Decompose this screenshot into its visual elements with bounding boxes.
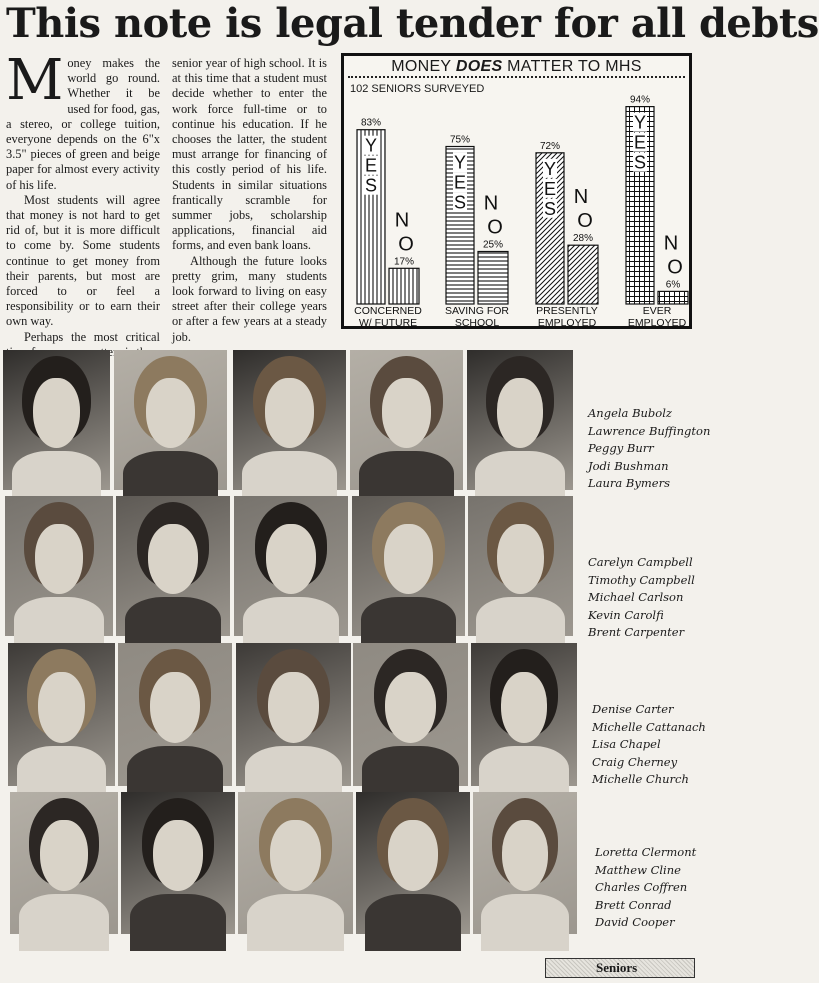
bar-value-label: 17%: [393, 256, 415, 268]
student-name: David Cooper: [595, 915, 675, 929]
portrait-face: [497, 524, 543, 594]
series-letter-no: N: [663, 232, 679, 255]
portrait-face: [497, 378, 544, 448]
bar-value-label: 28%: [572, 233, 594, 245]
series-letter-no: O: [577, 210, 593, 233]
student-name: Michelle Cattanach: [592, 719, 706, 734]
series-letter-yes: S: [364, 175, 378, 196]
article-paragraph: Perhaps the most critical: [24, 329, 160, 344]
bar-no: [478, 252, 508, 305]
series-letter-yes: Y: [633, 112, 647, 133]
category-label: W/ FUTURE: [358, 317, 418, 329]
bar-value-label: 83%: [360, 117, 382, 129]
portrait-face: [150, 672, 200, 744]
series-letter-no: O: [487, 216, 503, 239]
portrait-face: [153, 820, 203, 891]
portrait-face: [148, 524, 198, 594]
student-name: Peggy Burr: [588, 441, 654, 455]
student-portrait: [350, 350, 463, 490]
name-list-row-2: [588, 554, 695, 642]
series-letter-no: O: [667, 256, 683, 279]
student-portrait: [236, 643, 351, 786]
bar-no: [389, 268, 419, 304]
series-letter-yes: S: [633, 152, 647, 173]
series-letter-yes: Y: [364, 135, 378, 156]
series-letter-no: N: [394, 209, 410, 232]
student-name: Loretta Clermont: [595, 845, 697, 859]
series-letter-yes: Y: [453, 152, 467, 173]
student-name: Michael Carlson: [588, 590, 684, 604]
category-label: PRESENTLY: [536, 305, 598, 317]
student-name: Carelyn Campbell: [588, 555, 693, 569]
bar-value-label: 6%: [665, 279, 681, 291]
series-letter-yes: E: [453, 172, 467, 193]
portrait-face: [384, 524, 434, 594]
student-name: Angela Bubolz: [588, 406, 672, 420]
student-portrait: [467, 350, 573, 490]
student-portrait: [5, 496, 113, 636]
series-letter-yes: Y: [543, 158, 557, 179]
bar-value-label: 75%: [449, 134, 471, 146]
student-name: Brent Carpenter: [588, 625, 685, 639]
category-label: CONCERNED: [354, 305, 422, 317]
student-name: Jodi Bushman: [588, 458, 669, 473]
portrait-face: [33, 378, 80, 448]
series-letter-yes: E: [543, 178, 557, 199]
student-portrait: [356, 792, 470, 934]
student-portrait: [3, 350, 110, 490]
student-portrait: [238, 792, 353, 934]
headline: This note is legal tender for all debts: [6, 0, 819, 47]
article-paragraph: Although the future looks pretty grim, many students look forward to living on easy street after their college years or after a few years at a steady job.: [172, 253, 327, 344]
student-portrait: [353, 643, 468, 786]
article-column-1: [6, 48, 160, 360]
student-name: Charles Coffren: [595, 880, 688, 894]
series-letter-no: O: [398, 233, 414, 256]
student-name: Michelle Church: [592, 772, 689, 786]
category-label: EMPLOYED: [537, 317, 597, 329]
series-letter-no: N: [483, 192, 499, 215]
student-name: Lawrence Buffington: [588, 423, 711, 438]
category-label: SAVING FOR: [445, 305, 509, 317]
portrait-shoulders: [130, 894, 226, 951]
portrait-shoulders: [19, 894, 110, 951]
section-footer-tab: [545, 958, 695, 978]
portrait-face: [35, 524, 83, 594]
portrait-face: [502, 820, 548, 891]
portrait-face: [268, 672, 319, 744]
student-name: Laura Bymers: [588, 476, 670, 490]
category-label: EMPLOYED: [627, 317, 687, 329]
portrait-shoulders: [247, 894, 344, 951]
article-paragraph: oney makes the world go round. Whether it be used for food, gas, a stereo, or college tuition, everyone depends on the 6"x 3.5" pieces of green and beige paper for almost every activity of his life.: [6, 56, 160, 192]
portrait-face: [146, 378, 196, 448]
student-portrait: [114, 350, 227, 490]
name-list-row-3: [592, 701, 706, 789]
bar-no: [568, 245, 598, 304]
article-paragraph: senior year of high school. It is at this time that a student must decide whether to enter the work force full-time or to continue his education. If he chooses the latter, the student must arrange for financing of this costly period of his life. Students in similar situations frantically scramble for summer jobs, scholarship applications, financial aid forms, and even bank loans.: [172, 56, 327, 253]
student-name: Matthew Cline: [595, 862, 681, 877]
name-list-row-4: [595, 844, 696, 932]
student-portrait: [116, 496, 230, 636]
series-letter-yes: S: [453, 192, 467, 213]
portrait-face: [40, 820, 88, 891]
survey-chart: [341, 53, 692, 329]
student-portrait: [234, 496, 348, 636]
chart-subtitle: 102 SENIORS SURVEYED: [350, 83, 485, 95]
chart-plot: [344, 56, 689, 329]
portrait-face: [270, 820, 321, 891]
article-paragraph: Most students will agree that money is not hard to get rid of, but it is more difficult to come by. Some students continue to get money from their parents, but most are forced to or feel a responsibility or to earn their own way.: [6, 192, 160, 329]
student-portrait: [473, 792, 577, 934]
student-portrait: [468, 496, 573, 636]
drop-cap: M: [6, 48, 64, 113]
portrait-face: [501, 672, 548, 744]
student-portrait: [471, 643, 577, 786]
portrait-face: [388, 820, 438, 891]
student-name: Kevin Carolfi: [588, 607, 664, 622]
series-letter-yes: E: [633, 132, 647, 153]
bar-value-label: 25%: [482, 239, 504, 251]
portrait-face: [38, 672, 85, 744]
portrait-shoulders: [365, 894, 461, 951]
series-letter-no: N: [573, 186, 589, 209]
portrait-face: [385, 672, 436, 744]
portrait-face: [266, 524, 316, 594]
portrait-face: [265, 378, 315, 448]
bar-no: [658, 291, 688, 304]
student-portrait: [121, 792, 235, 934]
category-label: EVER: [642, 305, 672, 317]
student-name: Lisa Chapel: [592, 737, 661, 751]
section-label: Seniors: [596, 960, 638, 975]
student-name: Brett Conrad: [595, 897, 672, 912]
portrait-shoulders: [481, 894, 568, 951]
student-portrait: [233, 350, 346, 490]
article-column-2: [172, 56, 327, 345]
student-name: Craig Cherney: [592, 754, 678, 769]
name-list-row-1: [588, 405, 710, 493]
portrait-face: [382, 378, 432, 448]
category-label: SCHOOL: [454, 317, 500, 329]
series-letter-yes: E: [364, 155, 378, 176]
student-portrait: [8, 643, 115, 786]
student-name: Timothy Campbell: [588, 572, 695, 587]
series-letter-yes: S: [543, 198, 557, 219]
bar-value-label: 72%: [539, 140, 561, 152]
bar-value-label: 94%: [629, 94, 651, 106]
student-portrait: [10, 792, 118, 934]
student-portrait: [352, 496, 465, 636]
chart-title: MONEY DOES MATTER TO MHS: [391, 58, 642, 75]
student-name: Denise Carter: [592, 702, 674, 716]
student-portrait: [118, 643, 232, 786]
